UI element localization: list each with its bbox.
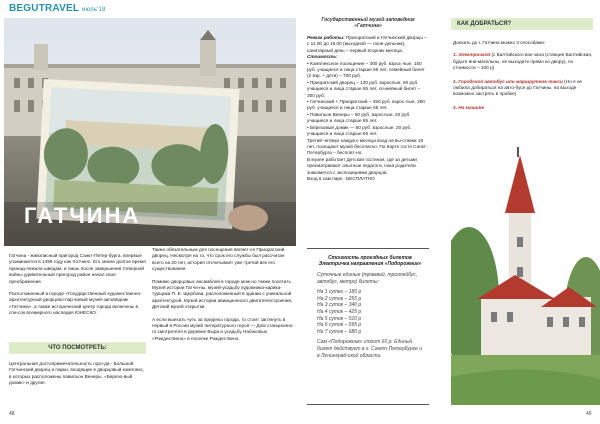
direction-title: На машине <box>458 104 485 110</box>
note-line: В музее работает Детская гостиная, где за детьми присматривают опытные педагоги, пока родители знакомятся с экспозициями дворцов. <box>307 156 417 175</box>
what-to-see-heading: ЧТО ПОСМОТРЕТЬ: <box>9 342 146 354</box>
priory-palace-photo <box>451 147 600 405</box>
tickets-heading: Стоимость проездных билетов Электричка направления «Подорожник» <box>318 255 422 267</box>
ticket-row: На 4 суток – 425 р <box>317 308 362 315</box>
middle-column <box>152 247 294 348</box>
tickets-box <box>317 255 423 359</box>
tickets-kinds: Суточные единые (трамвай, троллейбус, автобус, метро) билеты: <box>317 272 418 285</box>
direction-item <box>453 52 594 71</box>
ticket-row: На 2 суток – 255 р <box>317 295 362 302</box>
issue-label: июль'18 <box>81 7 106 13</box>
hours-label: Режим работы: <box>307 35 345 40</box>
intro-column <box>9 253 146 323</box>
brand-header <box>9 3 106 14</box>
directions-column <box>453 40 594 118</box>
middle-paragraph: Также обязательным для посещения являет-ся Приоратский дворец. Несмотря на то, что срок его службы был рассчитан всего на 20 лет, история отсчитывает уже третий век его существования. <box>152 247 285 272</box>
direction-title: Городской автобус или маршрутное такси <box>458 78 563 84</box>
what-to-see-text: Центральная достопримечательность горо-да - Большой Гатчинский дворец и парки, входящие в дворцовый комплекс, в которых расположены павильон Венеры, «Березо-вый домик» и другие. <box>9 361 145 386</box>
direction-number: 1. <box>453 52 457 58</box>
divider <box>307 404 429 405</box>
cost-line: • Павильон Венеры – 50 руб. взрослые, 20 руб. учащиеся и лица старше 65 лет. <box>307 111 411 124</box>
ticket-row: На 3 суток – 340 р <box>317 302 362 309</box>
directions-list <box>453 52 594 111</box>
ticket-row: На 6 суток – 595 р <box>317 322 362 329</box>
directions-intro: Доехать до г. Гатчина можно 3 способами: <box>453 40 546 45</box>
cost-line: • Приоратский дворец – 120 руб. взрослые, 60 руб. учащиеся и лица старше 65 лет, се-мейный билет – 300 руб. <box>307 79 421 98</box>
directions-heading: КАК ДОБРАТЬСЯ? <box>451 18 593 30</box>
note-line: Третий четверг каждого месяца вход на вы-ставки 18 лет, посещают музей бесплатно. По Карте гостя Санкт-Петербурга – бесплат-но. <box>307 137 428 156</box>
cost-line: • Березовый домик — 50 руб. взрослые, 20 руб. учащиеся и лица старше 65 лет. <box>307 124 412 137</box>
museum-info-column <box>307 17 429 182</box>
page-number-right: 49 <box>586 411 592 417</box>
castle-illustration <box>451 147 600 405</box>
direction-number: 2. <box>453 78 457 84</box>
ticket-row: На 1 сутки – 180 р <box>317 289 362 296</box>
ticket-rows <box>317 289 423 335</box>
cost-line: • Гатчинский + Приоратский – 450 руб. взрос-лые, 290 руб. учащиеся и лица старше 65 лет. <box>307 99 425 111</box>
cost-line: • Комплексное посещение – 300 руб. взрос-лые, 150 руб. учащиеся и лица старше 65 лет, семейный билет (2 взр. + дети) – 700 руб. <box>307 60 425 79</box>
intro-paragraph: Расположенный в городе «Государственный художественно-архитектурный дворцово-пар-ковый музей-заповедник «Гатчина», а также исторический центр города включены в спи-сок всемирного наследия ЮНЕСКО. <box>9 291 142 316</box>
hours-text: Пригоратский и Гатчинский дворцы – с 11.00 до 19.00 (выходной — поне-дельник), санитарный день – первый вторник месяца. <box>307 35 427 53</box>
middle-paragraph: А если выехать чуть за пределы города, то стоит заглянуть в первый в России музей литературного героя — Дом станционно-го смотрителя в деревне Выра и усадьбу Набоковых «Рождествено» в поселке Рождествено. <box>152 316 294 341</box>
divider <box>307 248 429 249</box>
page-number-left: 48 <box>9 411 15 417</box>
direction-title: Электричкой <box>458 52 491 58</box>
tickets-footer: Сам «Подорожник» стоит 60 р. Единый билет действует в г. Санкт-Петербурге и в Ленинград-ской области. <box>317 339 423 359</box>
direction-item <box>453 105 594 111</box>
ticket-row: На 5 суток – 510 р <box>317 315 362 322</box>
free-park-note: Вход в сам парк - БЕСПЛАТНО <box>307 175 375 181</box>
museum-heading: Государственный музей-заповедник «Гатчина» <box>321 17 415 29</box>
middle-paragraph: Помимо дворцовых ансамблей в городе мож-но также посетить Музей истории Гатчи-ны, музей-усадьбу художника-карика-турщика П. Е. Щербова, расположенный в здании с уникальной архитектурой. Музей истории авиационного двигателестроения, Детский музей открытки. <box>152 278 293 310</box>
direction-text: (с Балтийского вок-зала (станция Балтийская, будьте вни-мательны, не выходите прямо ко двору), по стоимости ~ 100 р) <box>453 52 593 71</box>
brand-name: BEGUTRAVEL <box>9 3 79 14</box>
cost-label: Стоимость: <box>307 54 338 60</box>
direction-number: 3. <box>453 104 457 110</box>
intro-paragraph: Гатчина - живописный пригород Санкт-Петер-бурга, впервые упоминается в 1499 году как Хотчино. Его земли долгое время принад-лежали шведам, и лишь после завершения Северной войны удивительный пригород район начал свое преображение. <box>9 253 146 284</box>
ticket-row: На 7 суток – 680 р <box>317 328 362 335</box>
direction-text: (Но я не любила добираться на авто-бусе до Гатчины, на выходе возможно застрять в пробке) <box>453 78 583 97</box>
page-title: ГАТЧИНА <box>24 203 141 228</box>
direction-item <box>453 79 594 98</box>
